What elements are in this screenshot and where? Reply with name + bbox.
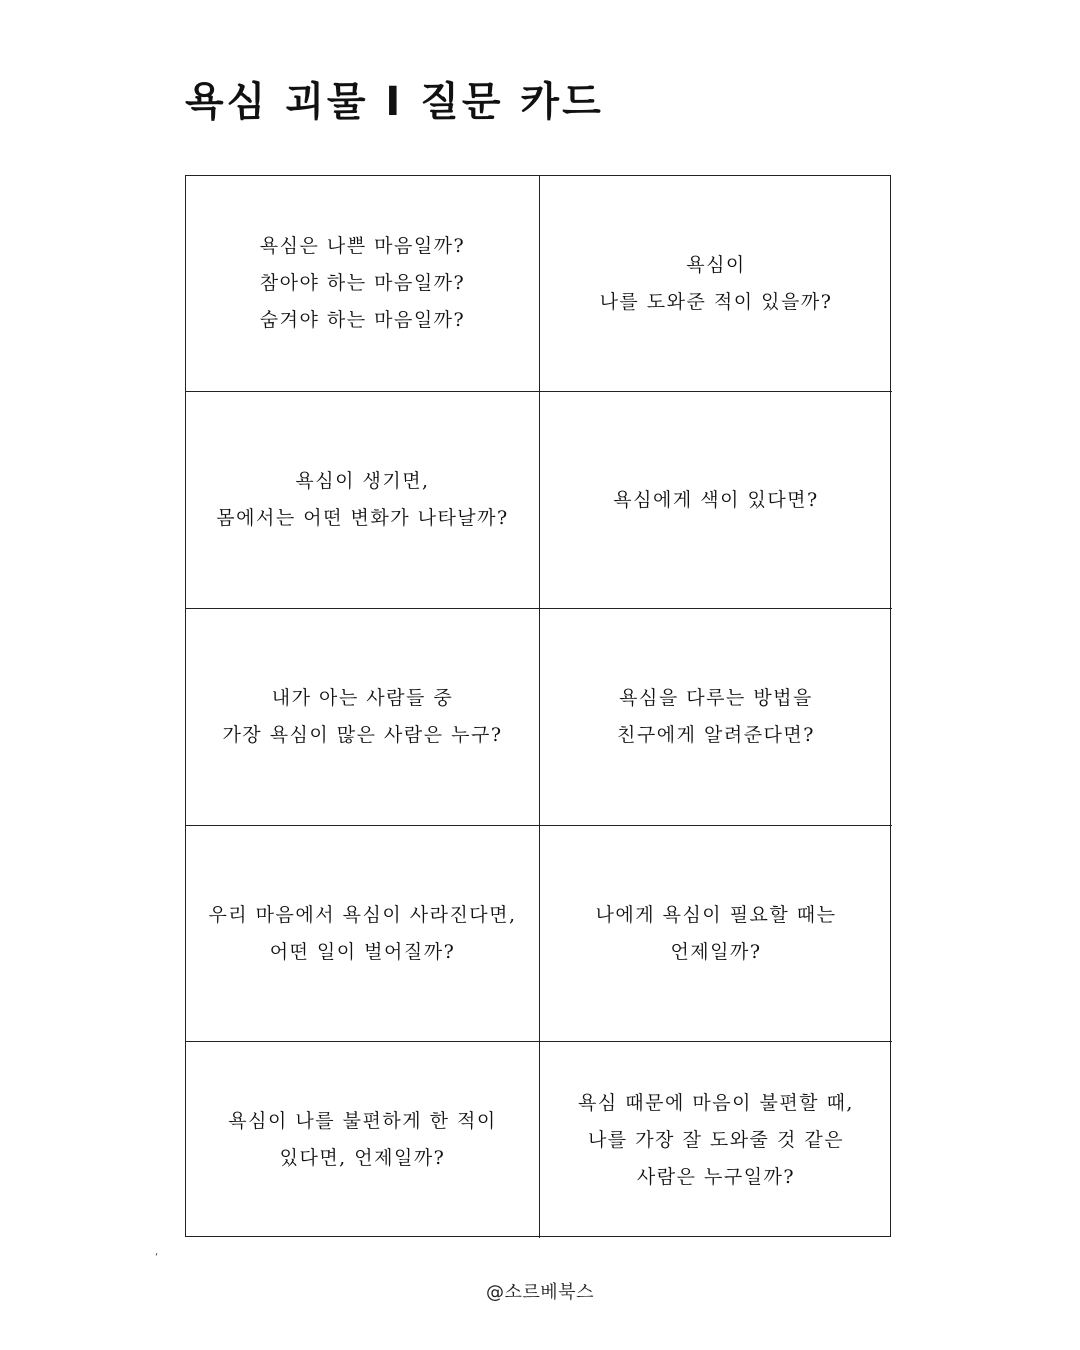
card-text-line: 가장 욕심이 많은 사람은 누구?: [222, 724, 503, 746]
card-text-line: 욕심 때문에 마음이 불편할 때,: [578, 1091, 854, 1114]
card-text-line: 욕심이: [686, 253, 746, 276]
card-text-line: 숨겨야 하는 마음일까?: [259, 309, 466, 331]
card-text-line: 나에게 욕심이 필요할 때는: [595, 903, 837, 926]
question-card: [186, 609, 540, 826]
card-text-line: 나를 가장 잘 도와줄 것 같은: [587, 1128, 845, 1151]
question-card-grid: [185, 175, 891, 1237]
question-card: [186, 826, 540, 1042]
question-card: [540, 1042, 892, 1238]
card-text-line: 욕심에게 색이 있다면?: [613, 488, 819, 511]
card-text-line: 친구에게 알려준다면?: [617, 724, 815, 746]
card-text-line: 참아야 하는 마음일까?: [259, 272, 466, 294]
stray-mark: ‘: [155, 1252, 159, 1263]
question-card: [186, 176, 540, 392]
card-text-line: 내가 아는 사람들 중: [271, 687, 454, 709]
card-text-line: 어떤 일이 벌어질까?: [269, 940, 456, 963]
question-card: [540, 826, 892, 1042]
card-text-line: 언제일까?: [670, 940, 762, 963]
card-text-line: 욕심은 나쁜 마음일까?: [259, 235, 466, 257]
card-text-line: 욕심을 다루는 방법을: [619, 687, 813, 709]
question-card: [540, 609, 892, 826]
footer-credit: @소르베북스: [486, 1282, 594, 1303]
card-text-line: 나를 도와준 적이 있을까?: [599, 290, 833, 313]
card-text-line: 우리 마음에서 욕심이 사라진다면,: [208, 903, 517, 926]
page-title: 욕심 괴물 I 질문 카드: [185, 79, 604, 125]
question-card: [186, 1042, 540, 1238]
question-card: [540, 176, 892, 392]
card-text-line: 욕심이 나를 불편하게 한 적이: [228, 1110, 497, 1132]
card-text-line: 있다면, 언제일까?: [279, 1147, 446, 1169]
card-text-line: 사람은 누구일까?: [636, 1165, 796, 1188]
question-card: [540, 392, 892, 609]
card-text-line: 몸에서는 어떤 변화가 나타날까?: [216, 507, 509, 529]
card-text-line: 욕심이 생기면,: [295, 470, 430, 492]
question-card: [186, 392, 540, 609]
